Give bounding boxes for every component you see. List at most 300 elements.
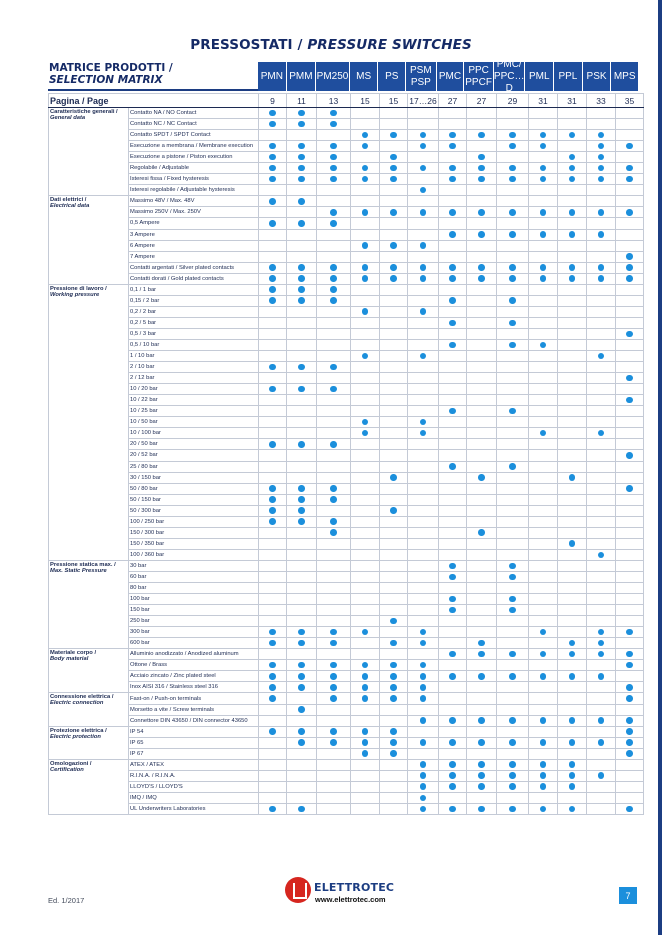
matrix-cell: [439, 262, 467, 273]
matrix-cell: [587, 483, 616, 494]
availability-dot-icon: [449, 783, 456, 790]
matrix-cell: [558, 516, 587, 527]
availability-dot-icon: [626, 717, 633, 724]
matrix-cell: [380, 428, 408, 439]
matrix-cell: [287, 616, 317, 627]
availability-dot-icon: [390, 176, 397, 183]
matrix-cell: [467, 229, 497, 240]
page-ref-9: 31: [529, 94, 558, 108]
matrix-cell: [497, 616, 529, 627]
matrix-cell: [317, 108, 351, 119]
matrix-row: [49, 494, 644, 505]
matrix-cell: [497, 649, 529, 660]
matrix-cell: [616, 119, 644, 130]
matrix-cell: [467, 649, 497, 660]
matrix-cell: [497, 284, 529, 295]
matrix-cell: [439, 384, 467, 395]
matrix-cell: [380, 538, 408, 549]
matrix-cell: [467, 351, 497, 362]
matrix-cell: [439, 605, 467, 616]
availability-dot-icon: [478, 640, 485, 647]
matrix-cell: [408, 803, 439, 814]
matrix-cell: [317, 229, 351, 240]
matrix-cell: [380, 141, 408, 152]
matrix-cell: [259, 328, 287, 339]
matrix-row: [49, 207, 644, 218]
matrix-cell: [587, 229, 616, 240]
matrix-cell: [408, 781, 439, 792]
matrix-cell: [497, 295, 529, 306]
page-ref-4: 15: [380, 94, 408, 108]
matrix-cell: [259, 704, 287, 715]
matrix-cell: [439, 119, 467, 130]
availability-dot-icon: [478, 529, 485, 536]
availability-dot-icon: [420, 143, 427, 150]
matrix-cell: [467, 759, 497, 770]
row-label: 50 / 80 bar: [129, 483, 259, 494]
matrix-row: [49, 605, 644, 616]
matrix-cell: [351, 770, 380, 781]
row-label: ATEX / ATEX: [129, 759, 259, 770]
matrix-cell: [529, 185, 558, 196]
matrix-cell: [287, 638, 317, 649]
availability-dot-icon: [626, 165, 633, 172]
matrix-cell: [380, 571, 408, 582]
availability-dot-icon: [330, 739, 337, 746]
row-label: Ottone / Brass: [129, 660, 259, 671]
availability-dot-icon: [269, 673, 276, 680]
matrix-cell: [529, 737, 558, 748]
matrix-cell: [259, 428, 287, 439]
matrix-cell: [587, 660, 616, 671]
page-ref-3: 15: [351, 94, 380, 108]
matrix-row: [49, 571, 644, 582]
matrix-cell: [408, 362, 439, 373]
availability-dot-icon: [362, 629, 369, 636]
matrix-cell: [351, 108, 380, 119]
matrix-cell: [529, 174, 558, 185]
row-label: 100 / 360 bar: [129, 549, 259, 560]
matrix-cell: [259, 682, 287, 693]
availability-dot-icon: [298, 176, 305, 183]
matrix-cell: [351, 384, 380, 395]
matrix-cell: [380, 196, 408, 207]
availability-dot-icon: [540, 264, 547, 271]
matrix-cell: [287, 671, 317, 682]
matrix-cell: [380, 781, 408, 792]
matrix-cell: [439, 196, 467, 207]
matrix-cell: [558, 505, 587, 516]
matrix-cell: [351, 262, 380, 273]
matrix-cell: [380, 605, 408, 616]
matrix-cell: [380, 362, 408, 373]
matrix-cell: [439, 428, 467, 439]
matrix-cell: [317, 583, 351, 594]
matrix-cell: [616, 715, 644, 726]
matrix-cell: [317, 130, 351, 141]
matrix-cell: [558, 450, 587, 461]
matrix-cell: [317, 240, 351, 251]
matrix-cell: [467, 196, 497, 207]
matrix-cell: [351, 549, 380, 560]
product-header-1: PMM: [286, 62, 316, 91]
matrix-cell: [259, 560, 287, 571]
matrix-cell: [408, 196, 439, 207]
matrix-cell: [439, 726, 467, 737]
matrix-cell: [351, 417, 380, 428]
matrix-cell: [497, 549, 529, 560]
matrix-cell: [408, 373, 439, 384]
availability-dot-icon: [420, 717, 427, 724]
matrix-cell: [558, 461, 587, 472]
availability-dot-icon: [478, 717, 485, 724]
matrix-cell: [467, 185, 497, 196]
product-header-10: PPL: [553, 62, 582, 91]
matrix-cell: [380, 792, 408, 803]
matrix-cell: [439, 395, 467, 406]
matrix-cell: [380, 516, 408, 527]
matrix-cell: [408, 759, 439, 770]
matrix-cell: [529, 715, 558, 726]
row-label: Contatto SPDT / SPDT Contact: [129, 130, 259, 141]
availability-dot-icon: [478, 209, 485, 216]
matrix-cell: [529, 306, 558, 317]
row-label: Inox AISI 316 / Stainless steel 316: [129, 682, 259, 693]
matrix-row: [49, 185, 644, 196]
matrix-cell: [287, 461, 317, 472]
matrix-cell: [317, 671, 351, 682]
group-label-english: Electric protection: [50, 733, 101, 740]
availability-dot-icon: [298, 297, 305, 304]
matrix-cell: [317, 538, 351, 549]
matrix-cell: [351, 538, 380, 549]
availability-dot-icon: [390, 242, 397, 249]
matrix-cell: [439, 339, 467, 350]
matrix-row: [49, 362, 644, 373]
matrix-row: [49, 693, 644, 704]
matrix-cell: [380, 472, 408, 483]
availability-dot-icon: [540, 132, 547, 139]
matrix-cell: [497, 417, 529, 428]
matrix-cell: [529, 384, 558, 395]
matrix-cell: [497, 339, 529, 350]
matrix-cell: [351, 306, 380, 317]
matrix-cell: [380, 660, 408, 671]
matrix-cell: [439, 748, 467, 759]
matrix-cell: [439, 660, 467, 671]
matrix-cell: [587, 472, 616, 483]
matrix-row: [49, 328, 644, 339]
matrix-cell: [616, 638, 644, 649]
matrix-cell: [287, 284, 317, 295]
availability-dot-icon: [449, 806, 456, 813]
matrix-cell: [317, 439, 351, 450]
matrix-cell: [558, 130, 587, 141]
matrix-cell: [408, 218, 439, 229]
row-label: 7 Ampere: [129, 251, 259, 262]
matrix-cell: [558, 328, 587, 339]
row-label: 6 Ampere: [129, 240, 259, 251]
availability-dot-icon: [298, 286, 305, 293]
matrix-row: [49, 682, 644, 693]
matrix-cell: [558, 781, 587, 792]
matrix-cell: [408, 472, 439, 483]
matrix-cell: [497, 660, 529, 671]
matrix-cell: [529, 649, 558, 660]
page-ref-8: 29: [497, 94, 529, 108]
availability-dot-icon: [626, 695, 633, 702]
matrix-cell: [529, 119, 558, 130]
matrix-cell: [380, 770, 408, 781]
matrix-cell: [317, 616, 351, 627]
matrix-cell: [587, 583, 616, 594]
matrix-cell: [408, 538, 439, 549]
row-label: Massimo 48V / Max. 48V: [129, 196, 259, 207]
matrix-cell: [351, 218, 380, 229]
matrix-cell: [529, 594, 558, 605]
matrix-cell: [558, 616, 587, 627]
matrix-cell: [558, 251, 587, 262]
matrix-row: [49, 196, 644, 207]
matrix-cell: [351, 781, 380, 792]
availability-dot-icon: [420, 806, 427, 813]
matrix-cell: [616, 770, 644, 781]
availability-dot-icon: [420, 165, 427, 172]
matrix-cell: [558, 660, 587, 671]
matrix-row: [49, 748, 644, 759]
row-label: 0,5 / 3 bar: [129, 328, 259, 339]
matrix-cell: [380, 174, 408, 185]
matrix-cell: [259, 450, 287, 461]
matrix-cell: [529, 417, 558, 428]
matrix-cell: [287, 516, 317, 527]
availability-dot-icon: [420, 761, 427, 768]
matrix-cell: [380, 130, 408, 141]
matrix-cell: [529, 328, 558, 339]
matrix-cell: [317, 395, 351, 406]
matrix-cell: [351, 671, 380, 682]
matrix-cell: [287, 130, 317, 141]
matrix-cell: [287, 803, 317, 814]
availability-dot-icon: [298, 386, 305, 393]
matrix-cell: [287, 494, 317, 505]
matrix-cell: [408, 494, 439, 505]
matrix-cell: [529, 571, 558, 582]
matrix-cell: [439, 759, 467, 770]
matrix-cell: [616, 295, 644, 306]
matrix-cell: [317, 306, 351, 317]
matrix-cell: [380, 627, 408, 638]
matrix-cell: [259, 395, 287, 406]
group-label-italian: Connessione elettrica /: [50, 694, 114, 701]
matrix-cell: [467, 207, 497, 218]
matrix-cell: [408, 549, 439, 560]
matrix-cell: [558, 306, 587, 317]
matrix-cell: [408, 108, 439, 119]
availability-dot-icon: [509, 132, 516, 139]
availability-dot-icon: [626, 728, 633, 735]
availability-dot-icon: [269, 275, 276, 282]
matrix-cell: [439, 417, 467, 428]
matrix-cell: [408, 317, 439, 328]
matrix-cell: [317, 295, 351, 306]
group-label: [49, 649, 129, 693]
matrix-cell: [380, 108, 408, 119]
availability-dot-icon: [598, 275, 605, 282]
availability-dot-icon: [362, 750, 369, 757]
matrix-row: [49, 803, 644, 814]
matrix-cell: [351, 516, 380, 527]
matrix-cell: [616, 649, 644, 660]
matrix-cell: [317, 759, 351, 770]
matrix-cell: [380, 726, 408, 737]
matrix-cell: [467, 417, 497, 428]
matrix-cell: [467, 505, 497, 516]
matrix-cell: [529, 549, 558, 560]
matrix-cell: [259, 638, 287, 649]
availability-dot-icon: [420, 264, 427, 271]
matrix-cell: [467, 704, 497, 715]
matrix-cell: [408, 273, 439, 284]
matrix-row: [49, 461, 644, 472]
row-label: 0,1 / 1 bar: [129, 284, 259, 295]
availability-dot-icon: [626, 143, 633, 150]
availability-dot-icon: [330, 121, 337, 128]
matrix-cell: [497, 351, 529, 362]
matrix-row: [49, 450, 644, 461]
matrix-cell: [408, 792, 439, 803]
matrix-cell: [558, 229, 587, 240]
availability-dot-icon: [626, 209, 633, 216]
matrix-cell: [529, 538, 558, 549]
matrix-cell: [259, 516, 287, 527]
matrix-cell: [259, 130, 287, 141]
matrix-cell: [259, 295, 287, 306]
matrix-cell: [616, 328, 644, 339]
matrix-row: [49, 406, 644, 417]
availability-dot-icon: [298, 110, 305, 117]
matrix-cell: [587, 108, 616, 119]
matrix-row: [49, 660, 644, 671]
matrix-cell: [317, 351, 351, 362]
matrix-cell: [317, 737, 351, 748]
matrix-cell: [259, 594, 287, 605]
availability-dot-icon: [478, 806, 485, 813]
availability-dot-icon: [569, 176, 576, 183]
matrix-cell: [529, 627, 558, 638]
matrix-cell: [467, 317, 497, 328]
matrix-cell: [259, 505, 287, 516]
availability-dot-icon: [420, 795, 427, 802]
availability-dot-icon: [269, 198, 276, 205]
matrix-cell: [558, 594, 587, 605]
availability-dot-icon: [362, 165, 369, 172]
matrix-cell: [287, 726, 317, 737]
availability-dot-icon: [330, 684, 337, 691]
matrix-row: [49, 671, 644, 682]
website-link[interactable]: www.elettrotec.com: [315, 895, 386, 904]
matrix-cell: [529, 428, 558, 439]
matrix-cell: [587, 130, 616, 141]
matrix-cell: [380, 373, 408, 384]
matrix-cell: [467, 726, 497, 737]
matrix-cell: [317, 549, 351, 560]
matrix-cell: [259, 251, 287, 262]
availability-dot-icon: [598, 264, 605, 271]
matrix-cell: [317, 373, 351, 384]
matrix-cell: [558, 152, 587, 163]
matrix-cell: [587, 527, 616, 538]
matrix-cell: [408, 229, 439, 240]
matrix-cell: [467, 616, 497, 627]
matrix-cell: [587, 748, 616, 759]
matrix-cell: [439, 682, 467, 693]
availability-dot-icon: [449, 342, 456, 349]
matrix-cell: [529, 317, 558, 328]
matrix-cell: [616, 472, 644, 483]
product-header-3: MS: [349, 62, 378, 91]
matrix-cell: [351, 339, 380, 350]
matrix-cell: [497, 262, 529, 273]
matrix-cell: [529, 339, 558, 350]
matrix-cell: [616, 660, 644, 671]
matrix-cell: [380, 306, 408, 317]
matrix-cell: [259, 494, 287, 505]
availability-dot-icon: [449, 772, 456, 779]
matrix-cell: [351, 395, 380, 406]
matrix-cell: [380, 737, 408, 748]
matrix-cell: [287, 770, 317, 781]
matrix-cell: [558, 759, 587, 770]
matrix-cell: [497, 792, 529, 803]
matrix-cell: [351, 715, 380, 726]
availability-dot-icon: [449, 563, 456, 570]
availability-dot-icon: [298, 684, 305, 691]
row-label: 3 Ampere: [129, 229, 259, 240]
availability-dot-icon: [390, 165, 397, 172]
matrix-cell: [317, 682, 351, 693]
availability-dot-icon: [330, 364, 337, 371]
matrix-cell: [587, 351, 616, 362]
matrix-cell: [467, 328, 497, 339]
row-label: 300 bar: [129, 627, 259, 638]
matrix-cell: [408, 627, 439, 638]
matrix-cell: [259, 803, 287, 814]
matrix-cell: [317, 803, 351, 814]
row-label: Contatto NC / NC Contact: [129, 119, 259, 130]
availability-dot-icon: [540, 629, 547, 636]
matrix-cell: [351, 406, 380, 417]
availability-dot-icon: [569, 264, 576, 271]
matrix-cell: [439, 174, 467, 185]
matrix-cell: [439, 594, 467, 605]
matrix-heading: [49, 62, 258, 89]
matrix-cell: [439, 715, 467, 726]
matrix-cell: [408, 693, 439, 704]
matrix-cell: [616, 516, 644, 527]
matrix-cell: [287, 328, 317, 339]
elettrotec-logo: [285, 876, 405, 906]
matrix-cell: [529, 351, 558, 362]
matrix-cell: [439, 792, 467, 803]
matrix-cell: [467, 306, 497, 317]
matrix-cell: [351, 240, 380, 251]
matrix-cell: [259, 373, 287, 384]
matrix-row: [49, 594, 644, 605]
matrix-cell: [380, 417, 408, 428]
page-row-label: Pagina / Page: [49, 94, 259, 108]
matrix-cell: [380, 273, 408, 284]
